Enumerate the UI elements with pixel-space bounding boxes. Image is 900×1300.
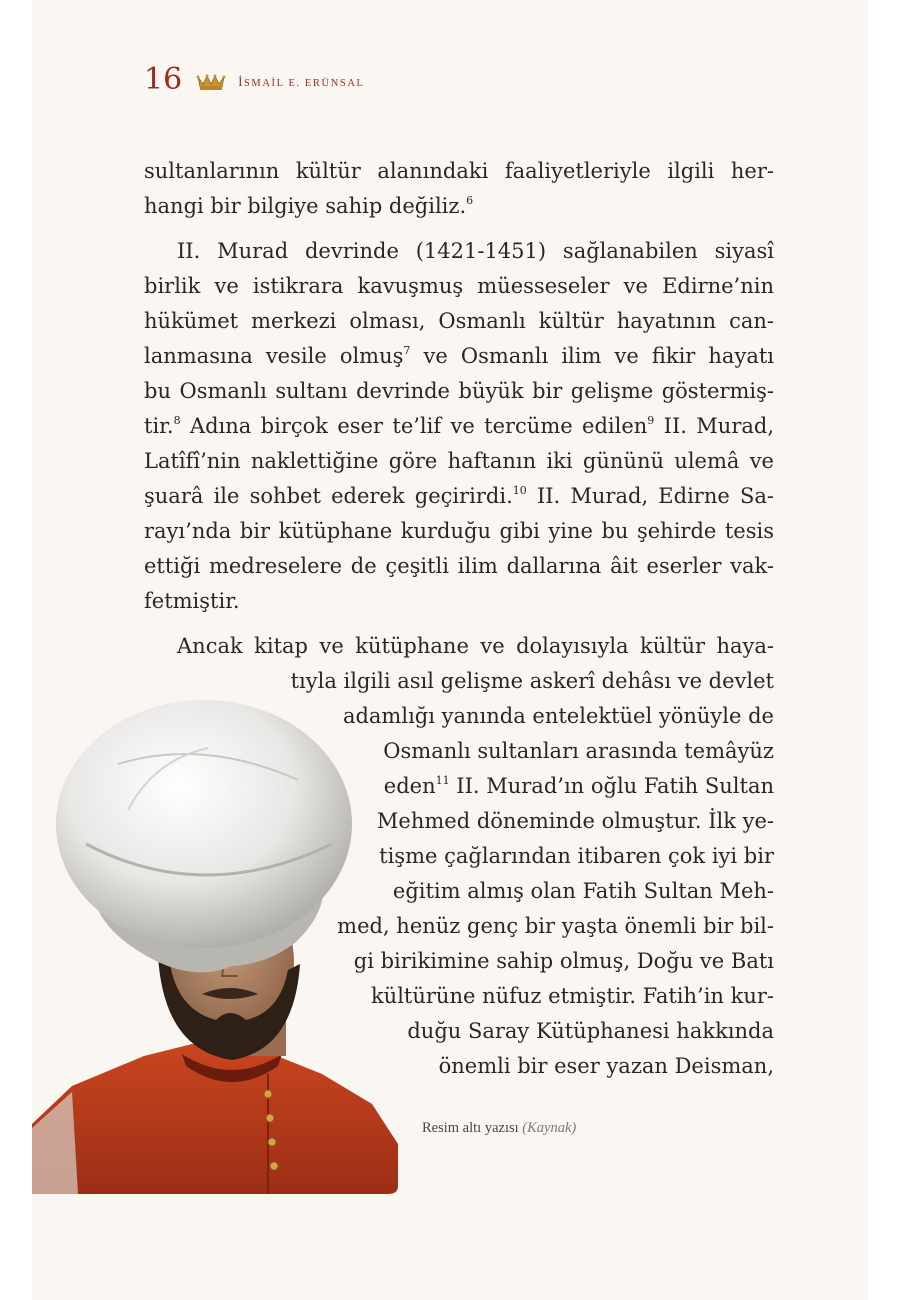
text-line: tıyla ilgili asıl gelişme askerî dehâsı ve devlet (290, 669, 774, 693)
text-line: eğitim almış olan Fatih Sultan Meh- (392, 879, 774, 903)
text-line: bu Osmanlı sultanı devrinde büyük bir gelişme göstermiş- (144, 379, 774, 403)
text-line: şuarâ ile sohbet ederek geçirirdi.$^{10}$ II. Murad, Edirne Sa- (144, 484, 774, 508)
text-line: hangi bir bilgiye sahip değiliz.$^6$ (144, 194, 474, 218)
text-line: hükümet merkezi olması, Osmanlı kültür hayatının can- (144, 309, 774, 333)
caption-source: (Kaynak) (522, 1120, 577, 1136)
footnote-ref: 7 (403, 344, 411, 357)
author-name: İSMAİL E. ERÜNSAL (238, 75, 365, 89)
footnote-ref: 11 (435, 774, 450, 787)
text-line: fetmiştir. (144, 589, 240, 613)
text-line: önemli bir eser yazan Deisman, (438, 1054, 774, 1078)
text-line: tir.$^8$ Adına birçok eser te’lif ve tercüme edilen$^9$ II. Murad, (144, 414, 774, 438)
running-header (144, 62, 365, 97)
text-line: adamlığı yanında entelektüel yönüyle de (342, 704, 774, 728)
text-line: Osmanlı sultanları arasında temâyüz (383, 739, 774, 763)
text-line: kültürüne nüfuz etmiştir. Fatih’in kur- (370, 984, 774, 1008)
book-page (32, 0, 868, 1300)
page-number: 16 (144, 62, 183, 97)
text-line: duğu Saray Kütüphanesi hakkında (407, 1019, 774, 1043)
text-line: tişme çağlarından itibaren çok iyi bir (379, 844, 774, 868)
sultan-portrait (32, 694, 404, 1194)
footnote-ref: 8 (173, 414, 181, 427)
text-line: rayı’nda bir kütüphane kurduğu gibi yine bu şehirde tesis (144, 519, 774, 543)
footnote-ref: 9 (647, 414, 655, 427)
text-line: eden$^{11}$ II. Murad’ın oğlu Fatih Sultan (383, 774, 774, 798)
text-line: gi birikimine sahip olmuş, Doğu ve Batı (353, 949, 774, 973)
image-caption: Resim altı yazısı (Kaynak) (422, 1120, 577, 1136)
text-line: II. Murad devrinde (1421-1451) sağlanabilen siyasî (177, 239, 774, 263)
footnote-ref: 10 (512, 484, 527, 497)
text-line: lanmasına vesile olmuş$^7$ ve Osmanlı ilim ve fikir hayatı (144, 344, 774, 368)
text-line: ettiği medreselere de çeşitli ilim dallarına âit eserler vak- (144, 554, 774, 578)
text-line: Ancak kitap ve kütüphane ve dolayısıyla kültür haya- (177, 634, 774, 658)
text-line: Mehmed döneminde olmuştur. İlk ye- (376, 809, 774, 833)
footnote-ref: 6 (466, 194, 474, 207)
crown-icon (196, 73, 226, 91)
text-line: sultanlarının kültür alanındaki faaliyetleriyle ilgili her- (144, 159, 774, 183)
text-line: birlik ve istikrara kavuşmuş müesseseler ve Edirne’nin (144, 274, 774, 298)
text-line: Latîfî’nin naklettiğine göre haftanın iki gününü ulemâ ve (144, 449, 774, 473)
text-line: med, henüz genç bir yaşta önemli bir bil- (337, 914, 774, 938)
